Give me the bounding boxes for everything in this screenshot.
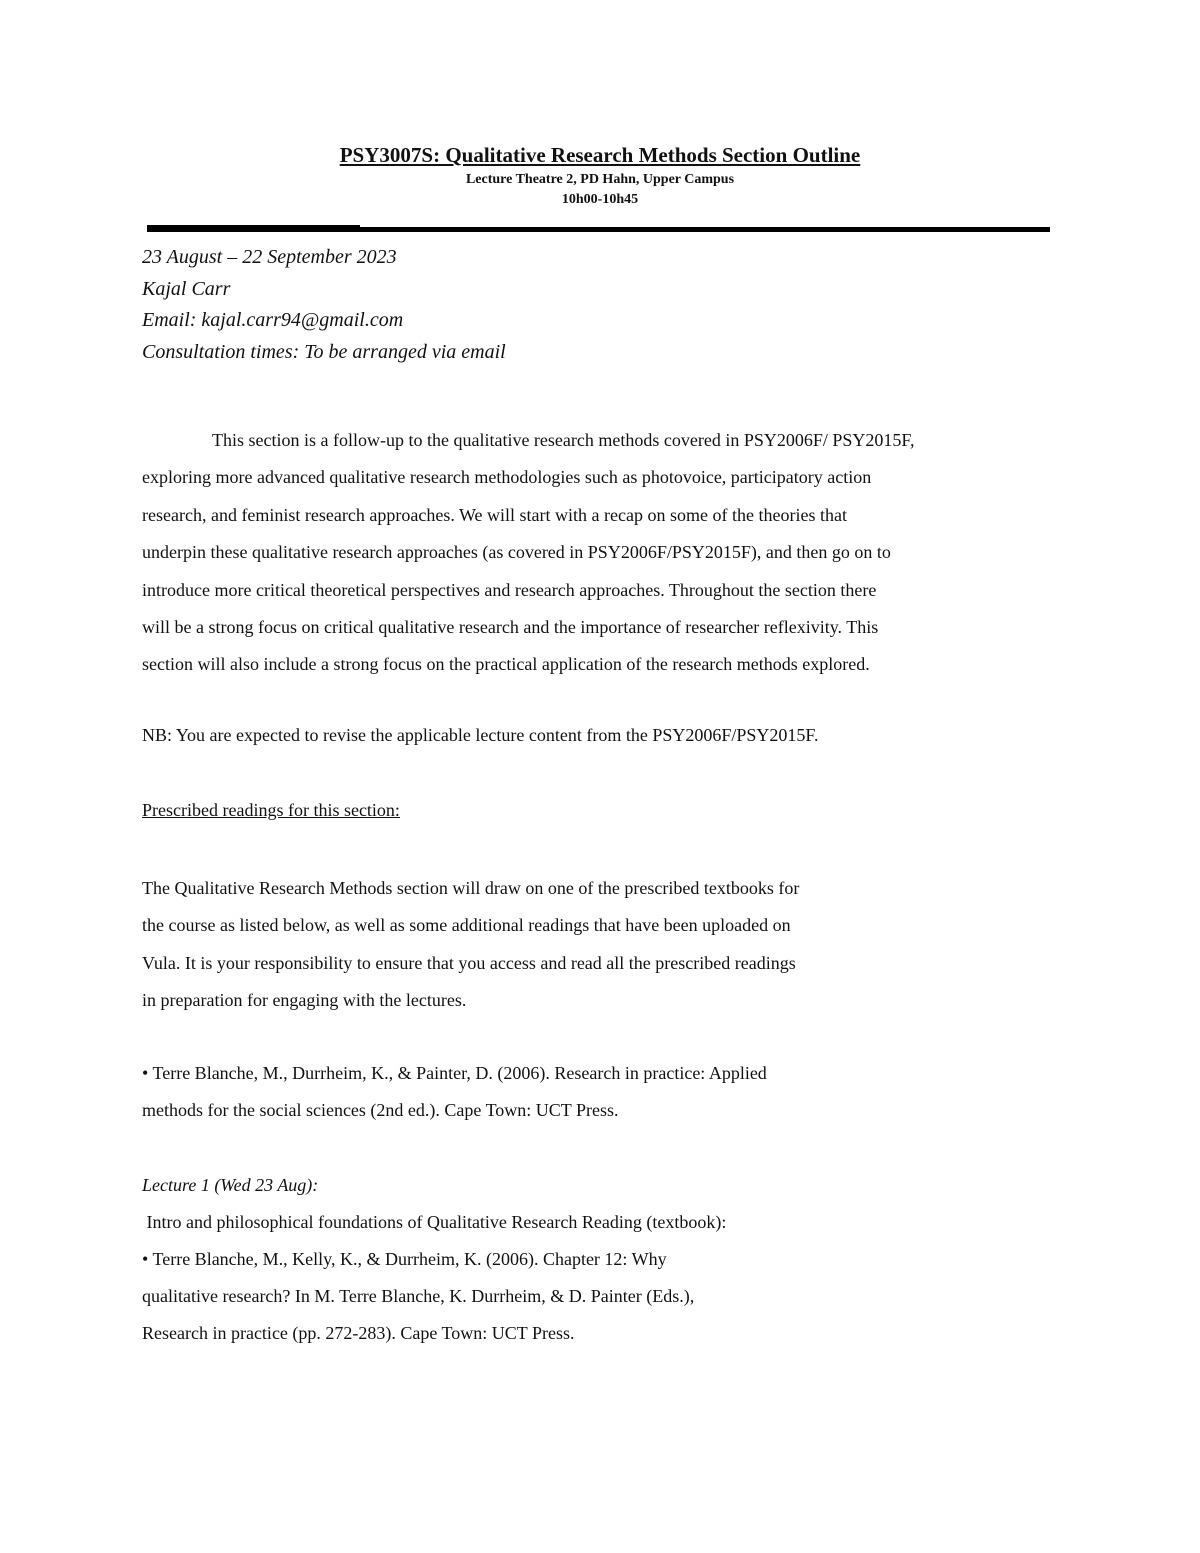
consultation-times: Consultation times: To be arranged via email xyxy=(142,340,506,363)
time-line: 10h00-10h45 xyxy=(561,192,639,207)
lecture-1-line: Research in practice (pp. 272-283). Cape Town: UCT Press. xyxy=(142,1323,575,1343)
textbook-reference xyxy=(142,1055,767,1129)
lecture-1-section xyxy=(142,1167,726,1352)
intro-line: research, and feminist research approaches. We will start with a recap on some of the theories that xyxy=(142,504,847,525)
intro-line: introduce more critical theoretical perspectives and research approaches. Throughout the section there xyxy=(142,579,877,600)
prescribed-readings-heading: Prescribed readings for this section: xyxy=(142,800,400,820)
prescribed-line: The Qualitative Research Methods section will draw on one of the prescribed textbooks for xyxy=(142,878,800,898)
reference-line: methods for the social sciences (2nd ed.). Cape Town: UCT Press. xyxy=(142,1100,619,1120)
document-header xyxy=(0,140,1200,210)
date-range: 23 August – 22 September 2023 xyxy=(142,246,397,268)
header-divider xyxy=(147,227,1050,232)
lecture-1-line: qualitative research? In M. Terre Blanche, K. Durrheim, & D. Painter (Eds.), xyxy=(142,1286,695,1306)
prescribed-paragraph xyxy=(142,870,799,1019)
intro-line: This section is a follow-up to the qualitative research methods covered in PSY2006F/ PSY2015F, xyxy=(212,430,915,450)
intro-line: exploring more advanced qualitative research methodologies such as photovoice, participatory action xyxy=(142,467,872,488)
venue-line: Lecture Theatre 2, PD Hahn, Upper Campus xyxy=(465,172,735,187)
intro-line: will be a strong focus on critical qualitative research and the importance of researcher reflexivity. This xyxy=(142,617,879,638)
lecturer-name: Kajal Carr xyxy=(142,277,231,300)
page-title: PSY3007S: Qualitative Research Methods Section Outline xyxy=(339,143,861,167)
prescribed-line: in preparation for engaging with the lectures. xyxy=(142,989,467,1010)
prescribed-line: the course as listed below, as well as some additional readings that have been uploaded on xyxy=(142,915,791,936)
nb-note: NB: You are expected to revise the applicable lecture content from the PSY2006F/PSY2015F. xyxy=(142,725,819,745)
intro-line: section will also include a strong focus on the practical application of the research methods explored. xyxy=(142,654,870,675)
intro-line: underpin these qualitative research approaches (as covered in PSY2006F/PSY2015F), and then go on to xyxy=(142,542,891,563)
reference-line: • Terre Blanche, M., Durrheim, K., & Painter, D. (2006). Research in practice: Applied xyxy=(142,1063,767,1083)
lecturer-email: Email: kajal.carr94@gmail.com xyxy=(142,309,404,331)
lecture-1-title: Lecture 1 (Wed 23 Aug): xyxy=(142,1175,319,1195)
lecture-1-line: • Terre Blanche, M., Kelly, K., & Durrheim, K. (2006). Chapter 12: Why xyxy=(142,1249,667,1269)
prescribed-line: Vula. It is your responsibility to ensure that you access and read all the prescribed readings xyxy=(142,952,796,973)
lecture-1-line: Intro and philosophical foundations of Qualitative Research Reading (textbook): xyxy=(142,1212,727,1232)
intro-paragraph xyxy=(142,422,1062,684)
course-meta xyxy=(142,242,506,368)
